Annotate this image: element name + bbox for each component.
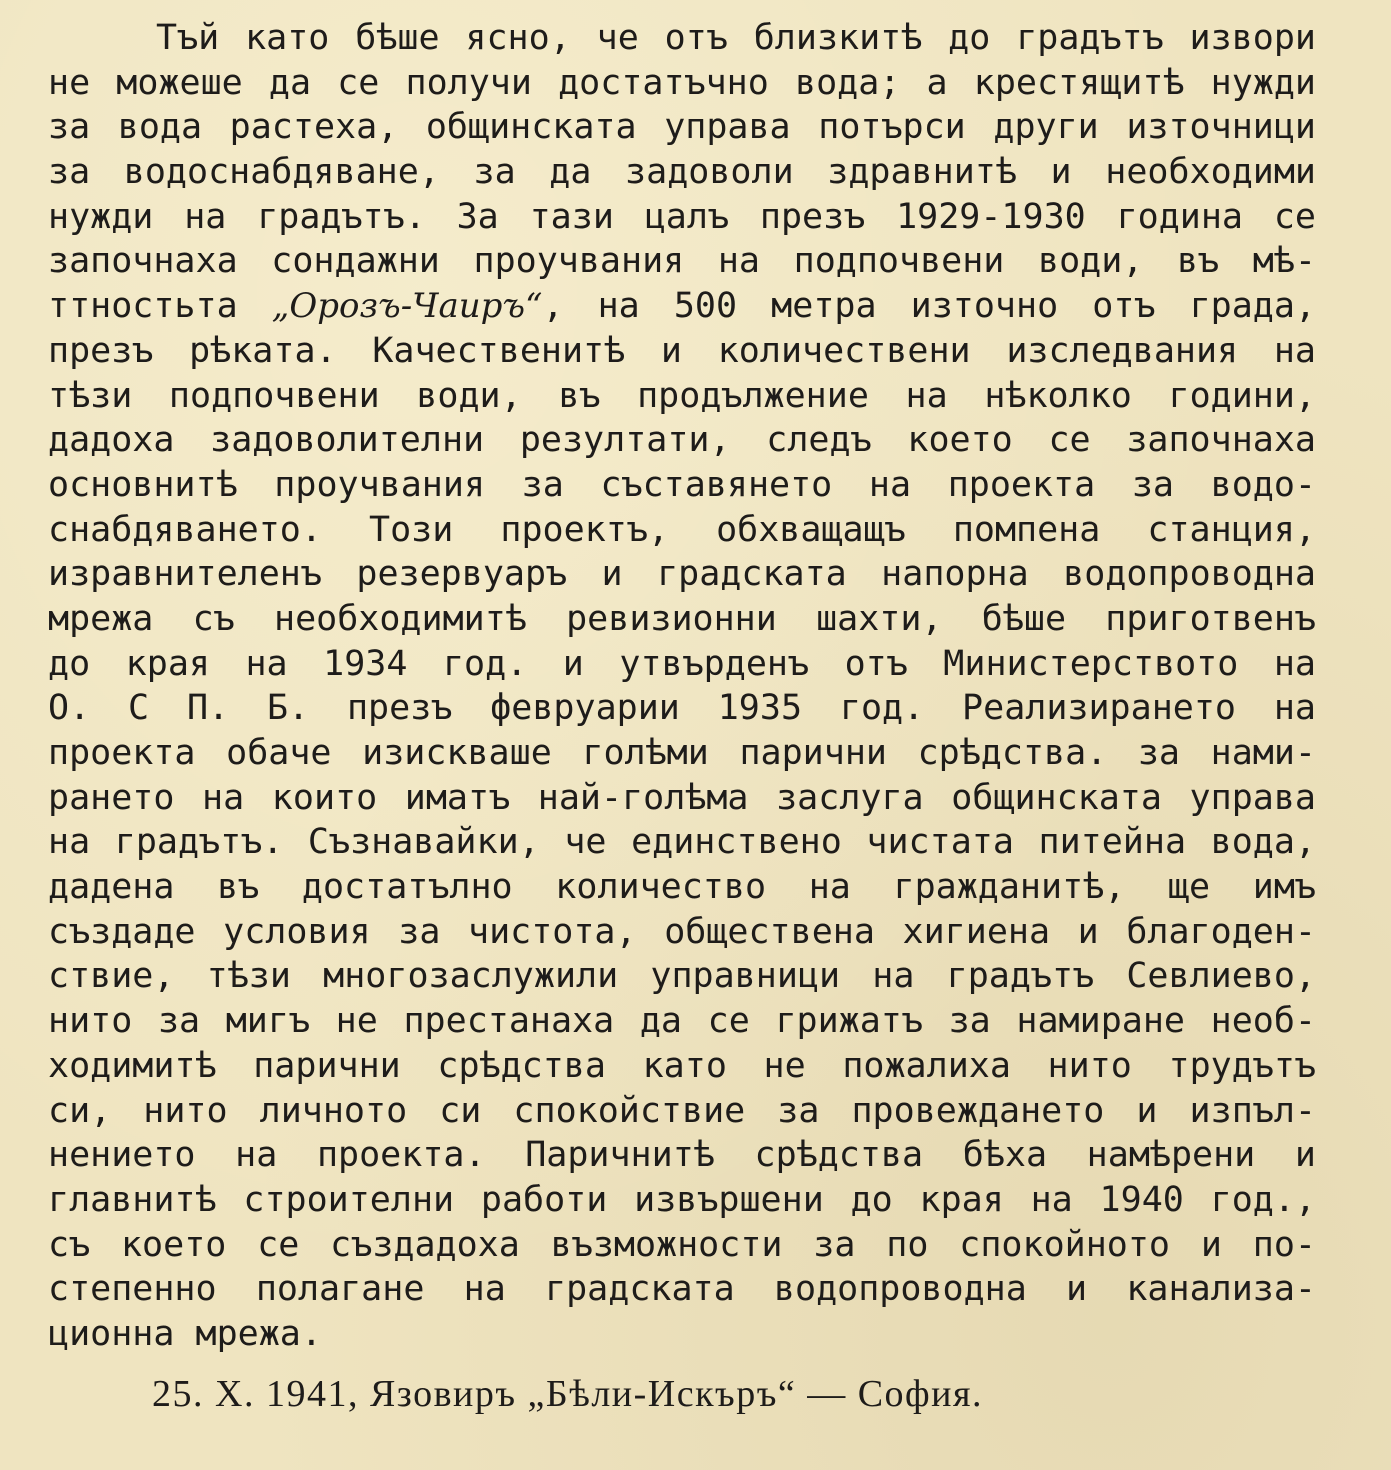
text-line: основнитѣ проучвания за съставянето на проекта за водо- bbox=[48, 464, 1316, 505]
text-line: нужди на градътъ. За тази цалъ презъ 1929-1930 година се bbox=[48, 196, 1316, 237]
text-line: мрежа съ необходимитѣ ревизионни шахти, бѣше приготвенъ bbox=[48, 598, 1316, 639]
text-line: рането на които иматъ най-голѣма заслуга общинската управа bbox=[48, 777, 1316, 818]
text-line: до края на 1934 год. и утвърденъ отъ Министерството на bbox=[48, 643, 1316, 684]
text-line: не можеше да се получи достатъчно вода; а крестящитѣ нужди bbox=[48, 62, 1316, 103]
text-line: тѣзи подпочвени води, въ продължение на нѣколко години, bbox=[48, 375, 1316, 416]
text-line: започнаха сондажни проучвания на подпочвени води, въ мѣ- bbox=[48, 241, 1316, 282]
place-name-italic: „Орозъ-Чаиръ“ bbox=[271, 286, 543, 327]
text-line: степенно полагане на градската водопроводна и канализа- bbox=[48, 1269, 1316, 1310]
text-line: създаде условия за чистота, обществена хигиена и благоден- bbox=[48, 911, 1316, 952]
text-line: си, нито личното си спокойствие за провеждането и изпъл- bbox=[48, 1090, 1316, 1131]
text-line: проекта обаче изискваше голѣми парични срѣдства. за нами- bbox=[48, 733, 1316, 773]
text-line: Тъй като бѣше ясно, че отъ близкитѣ до градътъ извори bbox=[156, 18, 1316, 58]
body-paragraph bbox=[48, 16, 1316, 1357]
text-line: дадена въ достатълно количество на гражданитѣ, ще имъ bbox=[48, 867, 1316, 908]
text-line: дадоха задоволителни резултати, следъ което се започнаха bbox=[48, 420, 1316, 461]
text-line: О. С П. Б. презъ февруарии 1935 год. Реализирането на bbox=[48, 688, 1316, 729]
text-fragment: ттностьта bbox=[48, 286, 272, 327]
text-line: снабдяването. Този проектъ, обхващащъ помпена станция, bbox=[48, 509, 1316, 550]
text-line: на градътъ. Съзнавайки, че единствено чистата питейна вода, bbox=[48, 822, 1316, 863]
text-line: нението на проекта. Паричнитѣ срѣдства бѣха намѣрени и bbox=[48, 1135, 1316, 1176]
text-line: ходимитѣ парични срѣдства като не пожалиха нито трудътъ bbox=[48, 1045, 1316, 1086]
text-line: нито за мигъ не престанаха да се грижатъ за намиране необ- bbox=[48, 1001, 1316, 1042]
text-line bbox=[48, 284, 1316, 329]
date-place-signature: 25. X. 1941, Язовиръ „Бѣли-Искъръ“ — София. bbox=[152, 1373, 983, 1415]
text-line: ствие, тѣзи многозаслужили управници на градътъ Севлиево, bbox=[48, 956, 1316, 997]
text-line-last: ционна мрежа. bbox=[48, 1313, 322, 1354]
text-line: главнитѣ строителни работи извършени до края на 1940 год., bbox=[48, 1179, 1316, 1220]
text-line: за вода растеха, общинската управа потърси други източници bbox=[48, 107, 1316, 148]
text-line: за водоснабдяване, за да задоволи здравнитѣ и необходими bbox=[48, 152, 1316, 193]
text-line: съ което се създадоха възможности за по спокойното и по- bbox=[48, 1224, 1316, 1265]
text-fragment: , на 500 метра източно отъ града, bbox=[542, 286, 1316, 327]
text-line: изравнителенъ резервуаръ и градската напорна водопроводна bbox=[48, 554, 1316, 595]
text-line: презъ рѣката. Качественитѣ и количествени изследвания на bbox=[48, 330, 1316, 371]
